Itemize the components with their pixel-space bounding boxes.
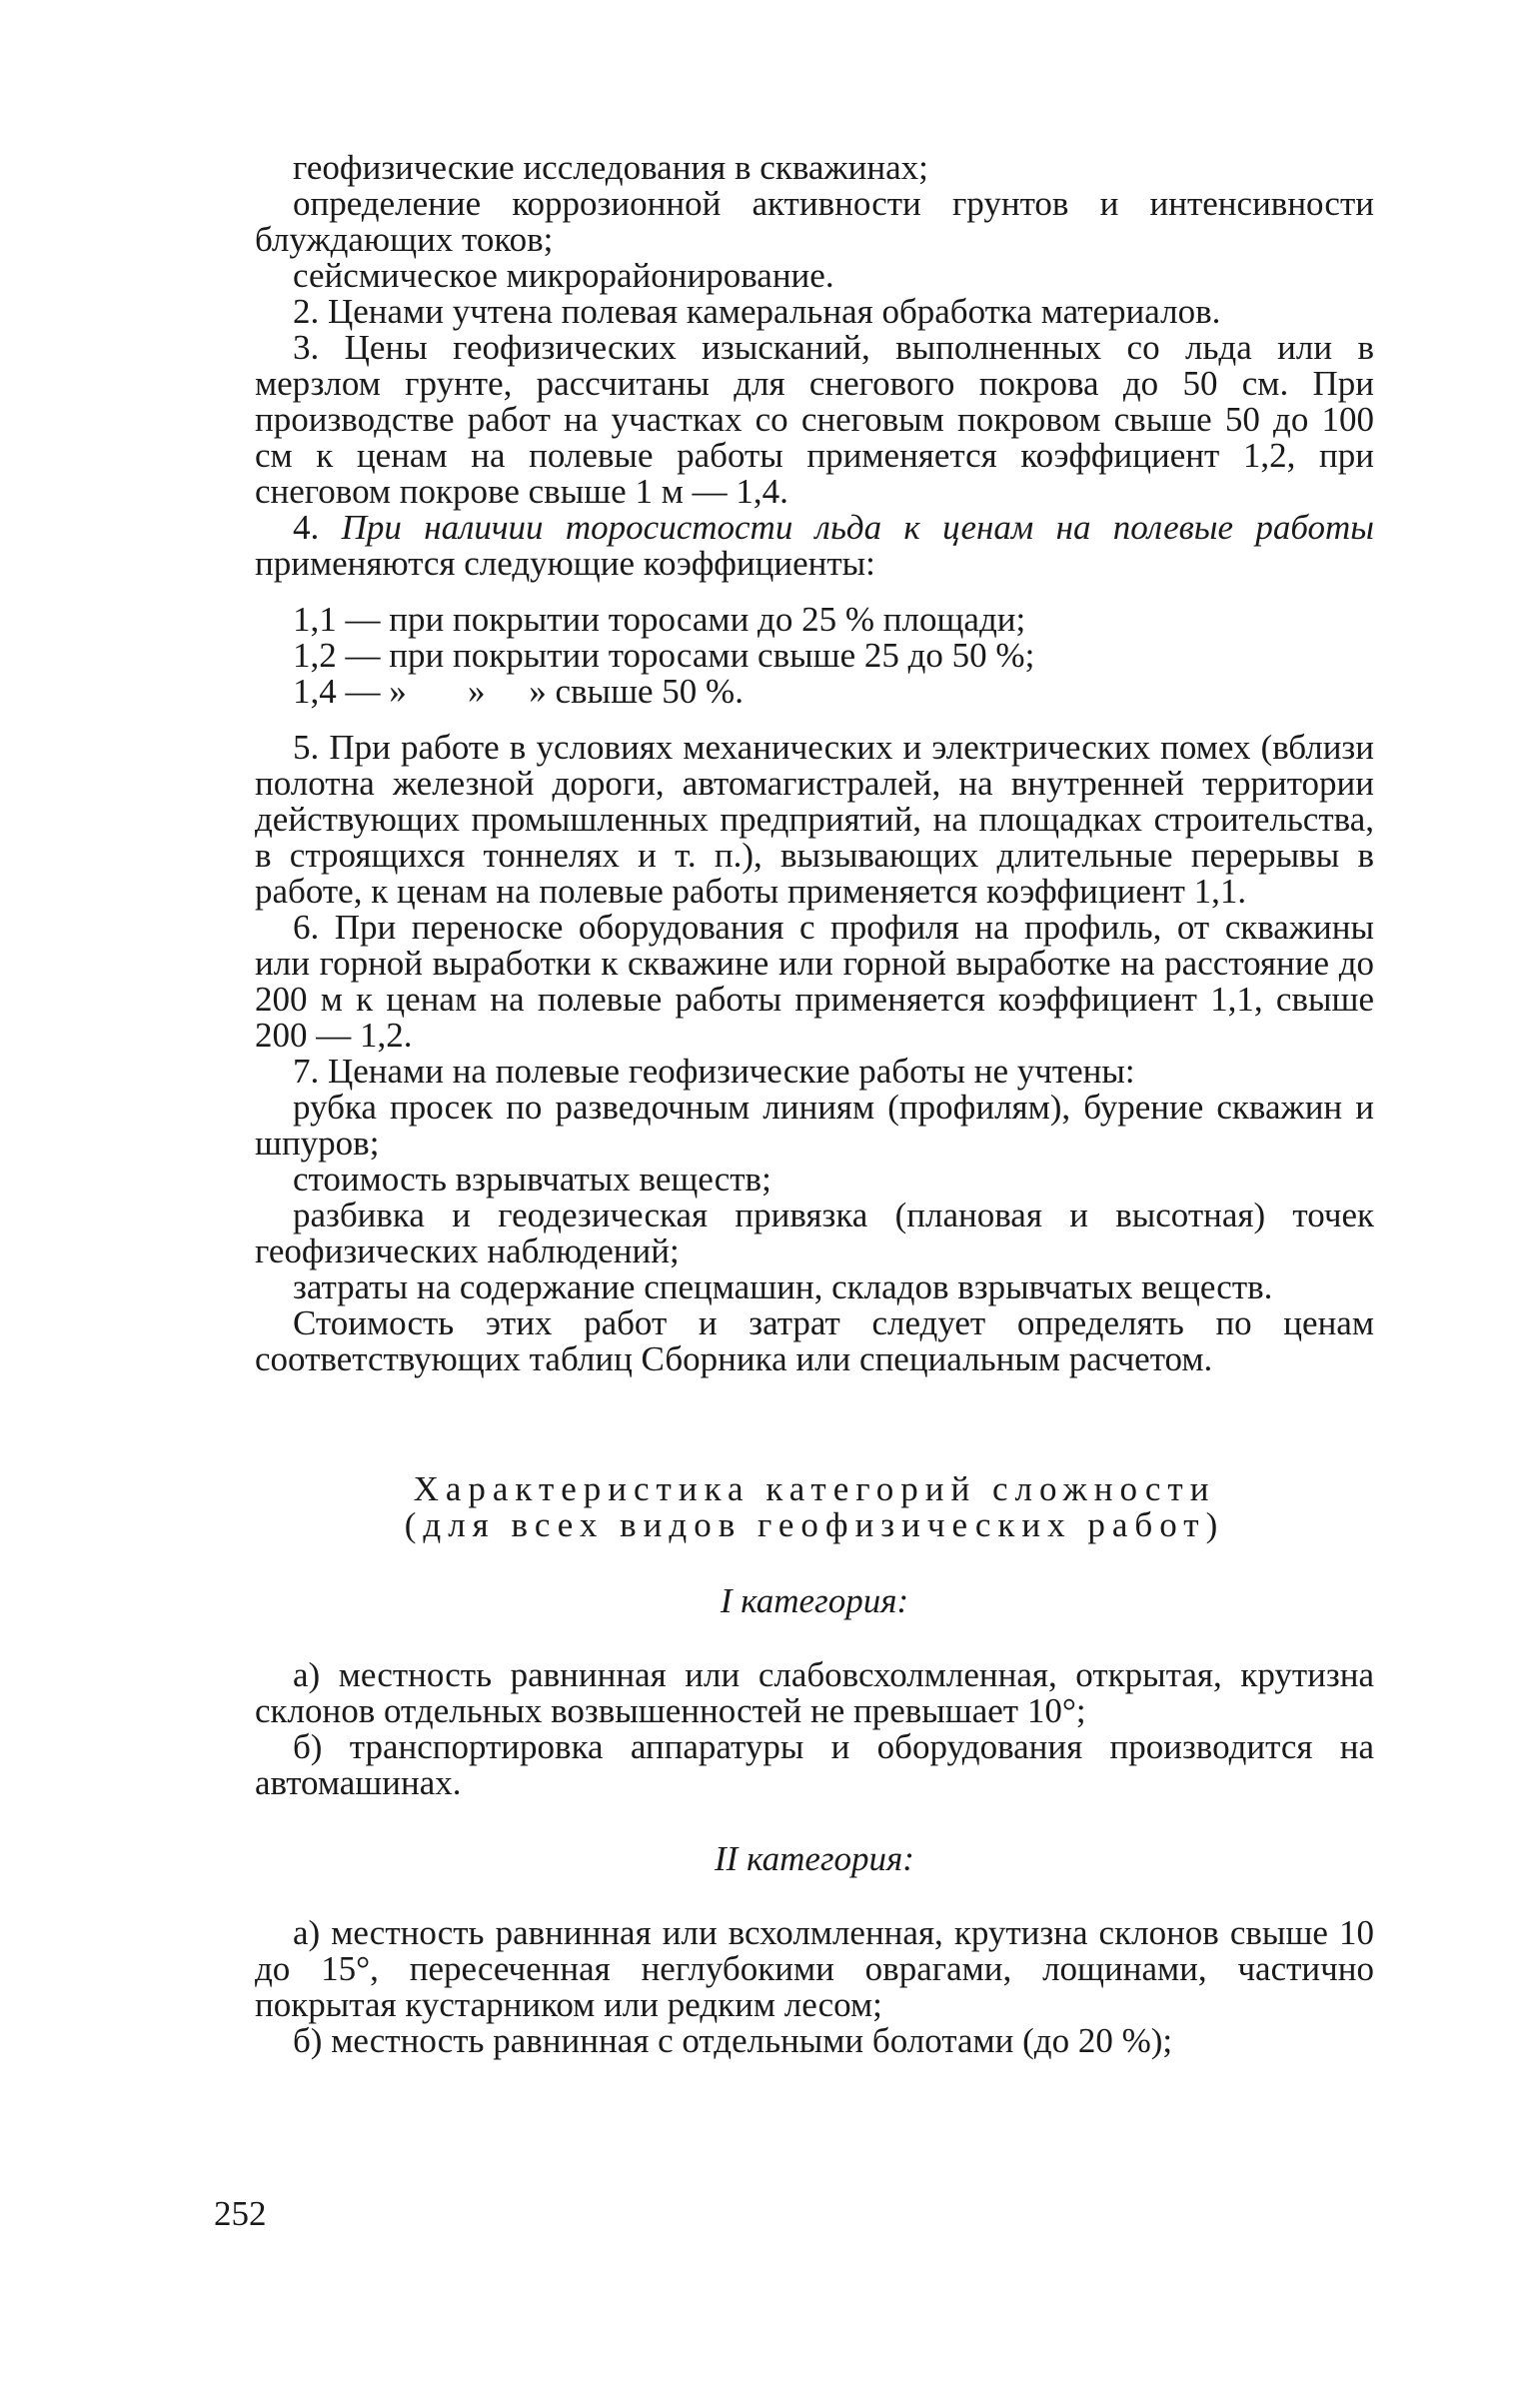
document-page bbox=[255, 150, 1374, 2059]
paragraph: стоимость взрывчатых веществ; bbox=[293, 1160, 771, 1199]
heading-line-2: (для всех видов геофизических работ) bbox=[404, 1505, 1225, 1544]
paragraph: геофизические исследования в скважинах; bbox=[293, 148, 928, 187]
paragraph-4-number: 4. bbox=[293, 508, 342, 547]
paragraph: рубка просек по разведочным линиям (профилям), бурение скважин и шпуров; bbox=[255, 1088, 1374, 1163]
paragraph: сейсмическое микрорайонирование. bbox=[293, 256, 834, 295]
paragraph-4-rest: применяются следующие коэффициенты: bbox=[255, 544, 875, 583]
paragraph: разбивка и геодезическая привязка (плановая и высотная) точек геофизических наблюдений; bbox=[255, 1196, 1374, 1270]
paragraph: 7. Ценами на полевые геофизические работы не учтены: bbox=[293, 1052, 1135, 1091]
paragraph: 2. Ценами учтена полевая камеральная обработка материалов. bbox=[293, 292, 1221, 331]
heading-line-1: Характеристика категорий сложности bbox=[413, 1469, 1216, 1508]
paragraph: 6. При переноске оборудования с профиля на профиль, от скважины или горной выработки к скважине или горной выработке на расстояние до 200 м к ценам на полевые работы применяется коэффициент 1,1, свыше 200 — 1,2. bbox=[255, 908, 1374, 1055]
paragraph: 3. Цены геофизических изысканий, выполненных со льда или в мерзлом грунте, рассчитаны для снегового покрова до 50 см. При производстве работ на участках со снеговым покровом свыше 50 до 100 см к ценам на полевые работы применяется коэффициент 1,2, при снеговом покрове свыше 1 м — 1,4. bbox=[255, 328, 1374, 511]
coefficient-item: 1,1 — при покрытии торосами до 25 % площади; bbox=[293, 600, 1026, 639]
category-2-title: II категория: bbox=[715, 1839, 914, 1878]
coefficient-item: 1,2 — при покрытии торосами свыше 25 до 50 %; bbox=[293, 636, 1035, 675]
paragraph: определение коррозионной активности грунтов и интенсивности блуждающих токов; bbox=[255, 184, 1374, 259]
page-number: 252 bbox=[214, 2194, 267, 2233]
category-1-item: б) транспортировка аппаратуры и оборудования производится на автомашинах. bbox=[255, 1727, 1374, 1802]
section-heading bbox=[255, 1471, 1374, 1543]
paragraph: Стоимость этих работ и затрат следует определять по ценам соответствующих таблиц Сборника или специальным расчетом. bbox=[255, 1303, 1374, 1378]
paragraph: затраты на содержание спецмашин, складов взрывчатых веществ. bbox=[293, 1267, 1273, 1306]
category-1-title: I категория: bbox=[720, 1581, 909, 1620]
coefficient-item: 1,4 — » » » свыше 50 %. bbox=[293, 672, 744, 711]
category-2-item: б) местность равнинная с отдельными болотами (до 20 %); bbox=[293, 2021, 1173, 2060]
paragraph-4-italic: При наличии торосистости льда к ценам на полевые работы bbox=[341, 508, 1374, 547]
paragraph-4 bbox=[255, 510, 1374, 582]
paragraph: 5. При работе в условиях механических и электрических помех (вблизи полотна железной дороги, автомагистралей, на внутренней территории действующих промышленных предприятий, на площадках строительства, в строящихся тоннелях и т. п.), вызывающих длительные перерывы в работе, к ценам на полевые работы применяется коэффициент 1,1. bbox=[255, 728, 1374, 911]
category-1-item: а) местность равнинная или слабовсхолмленная, открытая, крутизна склонов отдельных возвышенностей не превышает 10°; bbox=[255, 1655, 1374, 1730]
category-2-item: а) местность равнинная или всхолмленная, крутизна склонов свыше 10 до 15°, пересеченная неглубокими оврагами, лощинами, частично покрытая кустарником или редким лесом; bbox=[255, 1913, 1374, 2024]
